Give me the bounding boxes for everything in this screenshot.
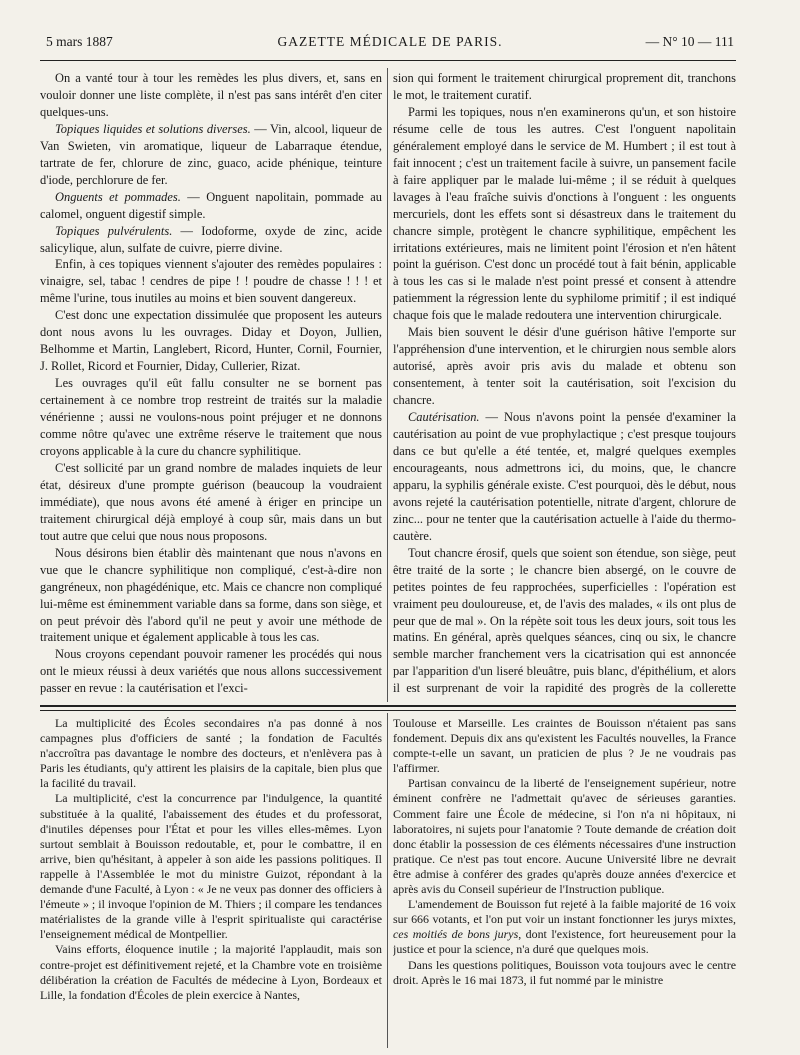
paragraph-text: — Nous n'avons point la pensée d'examiner la cautérisation au point de vue prophylactique ; c'est presque toujours dans ce but qu'elle a été tentée, et, malgré quelques exemples encourageants, nous admettrons ici, du moins, que, le chancre apparu, la syphilis générale existe. C'est pourquoi, dès le début, nous avons rejeté la cautérisation potentielle, nitrate d'argent, chlorure de zinc... pour ne tenter que la cautérisation actuelle à l'aide du thermo-cautère. xyxy=(393,410,736,543)
paragraph xyxy=(40,307,382,375)
feuilleton-column-divider xyxy=(387,713,388,1048)
paragraph xyxy=(393,958,736,988)
paragraph xyxy=(393,545,736,700)
paragraph-text: Partisan convaincu de la liberté de l'enseignement supérieur, notre éminent confrère ne l'admettait qu'avec de sérieuses garanties. Comment faire une École de médecine, si l'on n'a ni hôpitaux, ni laboratoires, ni sujets pour l'anatomie ? Toute demande de création doit donc établir la possession de ces éléments nécessaires d'une instruction pratique. Ce n'est pas tout encore. Aucune Université libre ne devrait être admise à conférer des grades qu'après douze années d'exercice et après avis du Conseil supérieur de l'Instruction publique. xyxy=(393,776,736,897)
paragraph-text: — Vin, alcool, liqueur de Van Swieten, vin aromatique, liqueur de Labarraque étendue, tartrate de fer, chlorure de zinc, guaco, acide phénique, teinture d'iode, perchlorure de fer. xyxy=(40,121,382,187)
paragraph-text: Parmi les topiques, nous n'en examinerons qu'un, et son histoire résume celle de tous les autres. C'est l'onguent napolitain généralement employé dans le service de M. Humbert ; il est tout à fait innocent ; c'est un traitement facile à suivre, un pansement facile à faire appliquer par le malade lui-même ; il se réduit à quelques lavages à l'eau fraîche suivis d'onctions à l'onguent : les onguents mercuriels, dont les effets sont si désastreux dans le traitement du chancre simple, protègent le chancre syphilitique, empêchent les irritations extérieures, mais ne limitent point l'érosion et n'en hâtent point la guérison. C'est donc un procédé tout à fait bénin, applicable à tous les cas si le malade n'est point pressé et consent à attendre patiemment la régression lente du syphilome primitif ; il est indiqué chaque fois que le malade redoutera une intervention chirurgicale. xyxy=(393,104,736,323)
issue-page-number: — N° 10 — 111 xyxy=(645,34,734,49)
paragraph xyxy=(40,460,382,545)
paragraph xyxy=(40,545,382,647)
paragraph-text: — Onguent napolitain, pommade au calomel, onguent digestif simple. xyxy=(40,189,382,221)
paragraph xyxy=(40,791,382,942)
feuilleton-rule-thick xyxy=(40,705,736,707)
article-column-right xyxy=(393,70,736,700)
paragraph-text: Nous désirons bien établir dès maintenant que nous n'avons en vue que le chancre syphilitique non compliqué, c'est-à-dire non gangréneux, non phagédénique, etc. Mais ce chancre non compliqué lui-même est éminemment variable dans sa forme, dans son siège, et on peut prévoir dès l'abord qu'il ne peut y avoir une méthode de traitement unique et également applicable à tous les cas. xyxy=(40,545,382,645)
paragraph-text: Tout chancre érosif, quels que soient son étendue, son siège, peut être traité de la sorte ; le chancre bien absergé, on le couvre de petites pointes de feu rapprochées, superficielles : l'opération est vraiment peu douloureuse, et, de l'avis des malades, « ils ont plus de peur que de mal ». On la répète soit tous les deux jours, soit tous les matins. En général, après quelques séances, cinq ou six, le chancre semble marcher franchement vers la cicatrisation qui est annoncée par l'apparition d'un liseré bleuâtre, puis blanc, d'épithélium, et alors il est surprenant de voir la rapidité des progrès de la collerette xyxy=(393,545,736,696)
paragraph xyxy=(40,646,382,697)
paragraph-text: Mais bien souvent le désir d'une guérison hâtive l'emporte sur l'appréhension d'une intervention, et le chirurgien nous semble alors autorisé, après avoir pris avis du malade et obtenu son consentement, à tenter soit la cautérisation, soit l'excision du chancre. xyxy=(393,325,736,408)
feuilleton-column-left xyxy=(40,716,382,1046)
paragraph-text: Les ouvrages qu'il eût fallu consulter ne se bornent pas certainement à ce nombre trop restreint de traités sur la maladie vénérienne ; aussi ne voulons-nous point préjuger et ne donnons comme nôtre qu'avec une extrême réserve le traitement que nous croyons applicable à la cure du chancre syphilitique. xyxy=(40,376,382,458)
paragraph-lead: Topiques liquides et solutions diverses. xyxy=(55,121,251,136)
header-date: 5 mars 1887 xyxy=(46,34,113,49)
paragraph-lead: Cautérisation. xyxy=(408,410,480,425)
paragraph xyxy=(393,409,736,545)
header-rule xyxy=(40,60,736,61)
paragraph-text: , dont l'existence, fort heureusement pour la justice et pour la science, n'a duré que quelques mois. xyxy=(393,927,736,957)
article-column-left xyxy=(40,70,382,700)
paragraph-text: C'est sollicité par un grand nombre de malades inquiets de leur état, désireux d'une prompte guérison (beaucoup la voudraient immédiate), que nous avons été amené à ériger en principe un traitement chirurgical déjà employé à coup sûr, mais dans un but tout autre que celui que nous nous proposons. xyxy=(40,460,382,543)
paragraph xyxy=(393,897,736,957)
paragraph-text: Enfin, à ces topiques viennent s'ajouter des remèdes populaires : vinaigre, sel, tabac ! cendres de pipe ! ! poudre de chasse ! ! ! et même l'urine, tous inutiles au moins et bien souvent dangereux. xyxy=(40,257,382,306)
paragraph-text: Nous croyons cependant pouvoir ramener les procédés qui nous ont le mieux réussi à deux variétés que nous allons successivement passer en revue : la cautérisation et l'exci- xyxy=(40,647,382,696)
page-header xyxy=(46,32,734,52)
paragraph-text: On a vanté tour à tour les remèdes les plus divers, et, sans en vouloir donner une liste complète, il n'est pas sans intérêt d'en citer quelques-uns. xyxy=(40,71,382,119)
paragraph xyxy=(40,70,382,121)
paragraph xyxy=(40,223,382,257)
paragraph xyxy=(40,942,382,1002)
paragraph-text: C'est donc une expectation dissimulée que proposent les auteurs dont nous avons lu les ouvrages. Diday et Doyon, Jullien, Belhomme et Martin, Langlebert, Ricord, Hunter, Cornil, Fournier, J. Rollet, Ricord et Fournier, Diday, Cullerier, Rizat. xyxy=(40,308,382,374)
paragraph-text: La multiplicité, c'est la concurrence par l'indulgence, la quantité substituée à la qualité, l'abaissement des études et du professorat, d'inutiles dépenses pour l'État et pour les villes elles-mêmes. Lyon surtout semblait à Bouisson redoutable, et, pour le combattre, il en arrive, bien qu'hésitant, à appeler à son aide les passions politiques. Il rappelle à l'Assemblée le mot du ministre Guizot, répondant à la demande d'une Faculté, à Lyon : « Je ne veux pas donner des officiers à l'émeute » ; il invoque l'opinion de M. Thiers ; il compare les tendances matérialistes de la grande ville à l'esprit spiritualiste qui caractérise l'enseignement médical de Montpellier. xyxy=(40,791,382,942)
paragraph xyxy=(40,121,382,189)
paragraph xyxy=(393,776,736,897)
paragraph-lead: Topiques pulvérulents. xyxy=(55,223,173,238)
paragraph xyxy=(393,70,736,104)
paragraph-text: sion qui forment le traitement chirurgical proprement dit, tranchons le mot, le traitement curatif. xyxy=(393,71,736,102)
paragraph xyxy=(393,716,736,776)
paragraph xyxy=(40,256,382,307)
paragraph-text: L'amendement de Bouisson fut rejeté à la faible majorité de 16 voix sur 666 votants, et l'on put voir un instant fonctionner les jurys mixtes, xyxy=(393,897,736,927)
paragraph-text: Vains efforts, éloquence inutile ; la majorité l'applaudit, mais son contre-projet est définitivement rejeté, et la Chambre vote en troisième délibération la création de Facultés de médecine à Lyon, Bordeaux et Lille, la fondation d'Écoles de plein exercice à Nantes, xyxy=(40,942,382,1002)
paragraph xyxy=(393,324,736,409)
paragraph-lead: Onguents et pommades. xyxy=(55,189,181,204)
paragraph xyxy=(393,104,736,324)
paragraph xyxy=(40,189,382,223)
paragraph-text: La multiplicité des Écoles secondaires n'a pas donné à nos campagnes plus d'officiers de santé ; la fondation de Facultés n'accroîtra pas davantage le nombre des docteurs, et n'enlèvera pas à Paris les étudiants, qu'y attirent les plaisirs de la capitale, bien plus que la facilité du travail. xyxy=(40,716,382,791)
paragraph-text: Dans les questions politiques, Bouisson vota toujours avec le centre droit. Après le 16 mai 1873, il fut nommé par le ministre xyxy=(393,957,736,987)
feuilleton-rule-thin xyxy=(40,710,736,711)
paragraph-text: Toulouse et Marseille. Les craintes de Bouisson n'étaient pas sans fondement. Depuis dix ans qu'existent les Facultés nouvelles, la France compte-t-elle un savant, un praticien de plus ? Je ne voudrais pas l'affirmer. xyxy=(393,716,736,776)
paragraph xyxy=(40,716,382,791)
paragraph-text: — Iodoforme, oxyde de zinc, acide salicylique, alun, sulfate de cuivre, pierre divine. xyxy=(40,223,382,255)
paragraph-emphasis: ces moitiés de bons jurys xyxy=(393,927,519,942)
feuilleton-column-right xyxy=(393,716,736,1046)
column-divider xyxy=(387,68,388,702)
paragraph xyxy=(40,375,382,460)
journal-title: GAZETTE MÉDICALE DE PARIS. xyxy=(277,34,503,49)
